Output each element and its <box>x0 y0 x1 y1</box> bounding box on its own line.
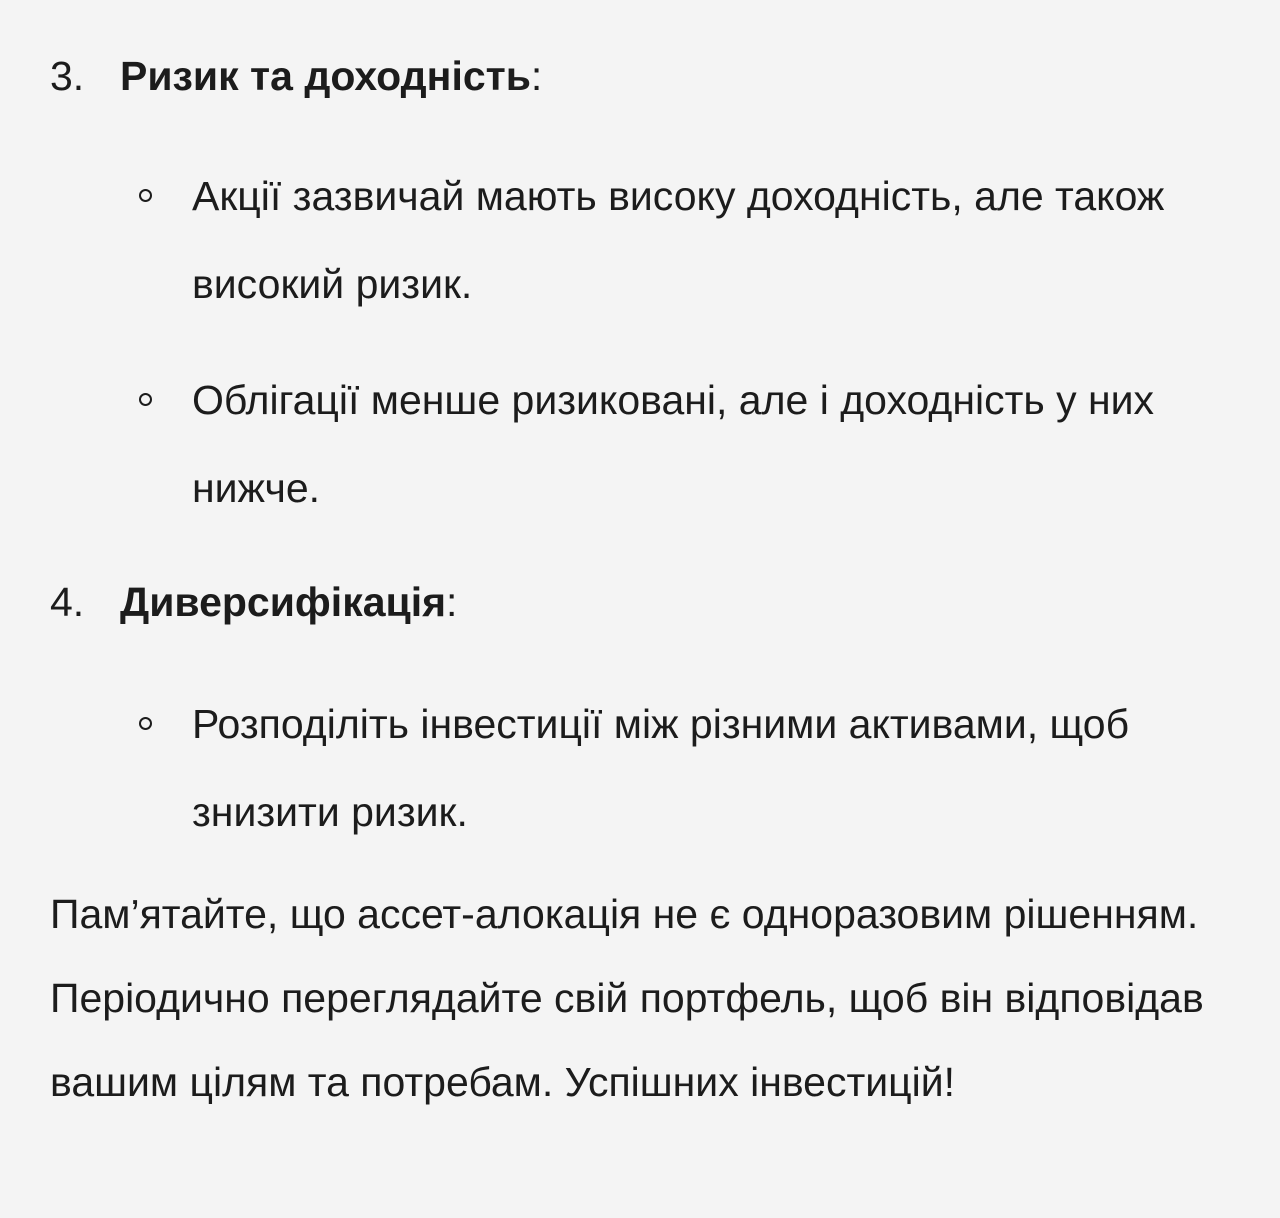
list-number: 3. <box>50 53 85 99</box>
list-item-title: Ризик та доходність <box>120 53 531 99</box>
list-item-colon: : <box>530 53 543 99</box>
list-item-colon: : <box>446 579 458 625</box>
bullet-item-distribute <box>192 680 1242 856</box>
bullet-text: Акції зазвичай мають високу доходність, але також високий ризик. <box>192 173 1165 307</box>
bullet-text: Розподіліть інвестиції між різними активами, щоб знизити ризик. <box>192 701 1130 835</box>
circle-bullet-icon <box>139 393 152 406</box>
list-item-diversification <box>50 572 457 632</box>
circle-bullet-icon <box>139 189 152 202</box>
circle-bullet-icon <box>139 717 152 730</box>
list-item-risk-return <box>50 46 542 106</box>
closing-paragraph: Пам’ятайте, що ассет-алокація не є одноразовим рішенням. Періодично переглядайте свій портфель, щоб він відповідав вашим цілям та потребам. Успішних інвестицій! <box>50 891 1204 1105</box>
list-number: 4. <box>50 579 85 625</box>
bullet-item-bonds <box>192 356 1242 532</box>
bullet-item-stocks <box>192 152 1242 328</box>
list-item-title: Диверсифікація <box>120 579 447 625</box>
bullet-text: Облігації менше ризиковані, але і доходність у них нижче. <box>192 377 1155 511</box>
